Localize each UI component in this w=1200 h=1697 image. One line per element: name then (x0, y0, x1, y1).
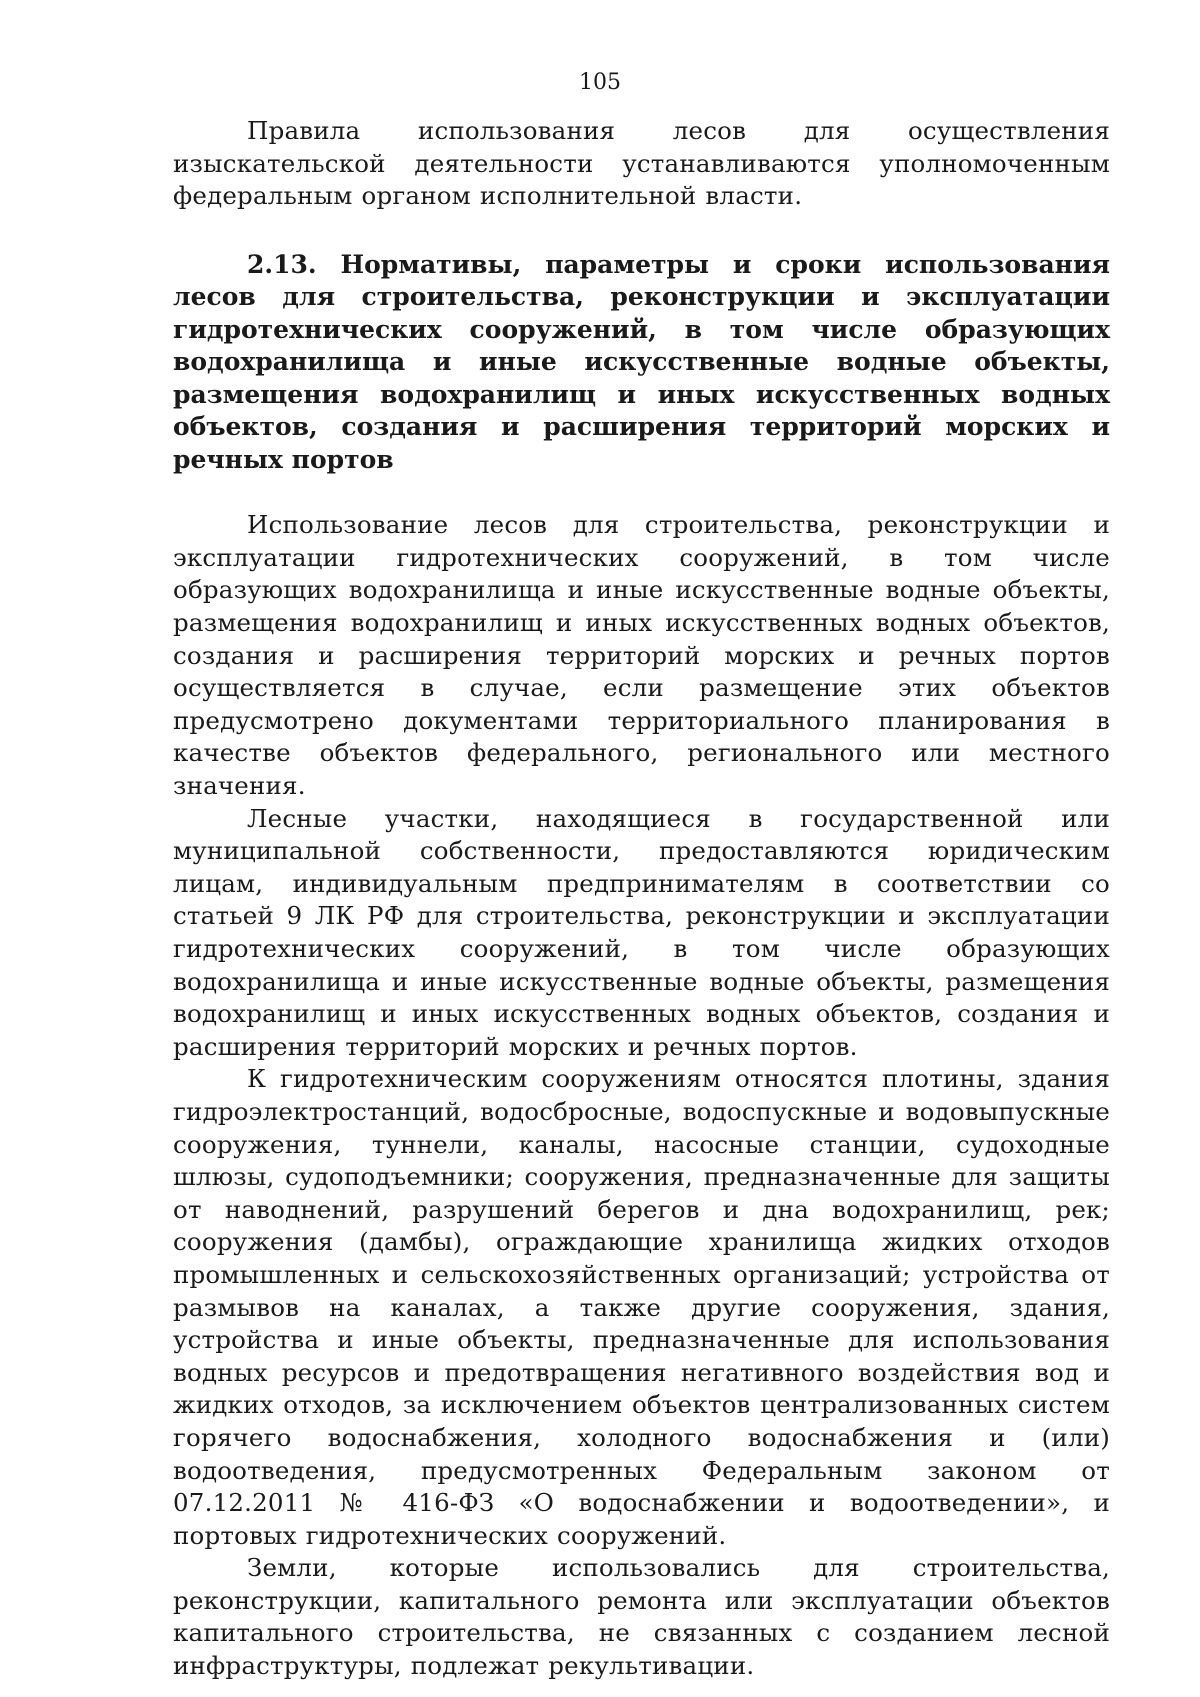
spacer (173, 476, 1110, 509)
intro-paragraph: Правила использования лесов для осуществления изыскательской деятельности устанавливаются уполномоченным федеральным органом исполнительной власти. (173, 116, 1110, 211)
section-paragraph-2: Лесные участки, находящиеся в государственной или муниципальной собственности, предоставляются юридическим лицам, индивидуальным предпринимателям в соответствии со статьей 9 ЛК РФ для строительства, реконструкции и эксплуатации гидротехнических сооружений, в том числе образующих водохранилища и иные искусственные водные объекты, размещения водохранилищ и иных искусственных водных объектов, создания и расширения территорий морских и речных портов. (173, 803, 1110, 1061)
page-number: 105 (579, 70, 621, 95)
section-paragraph-4: Земли, которые использовались для строительства, реконструкции, капитального ремонта или эксплуатации объектов капитального строительства, не связанных с созданием лесной инфраструктуры, подлежат рекультивации. (173, 1553, 1110, 1681)
document-body (173, 115, 1110, 1683)
section-paragraph-3: К гидротехническим сооружениям относятся плотины, здания гидроэлектростанций, водосбросные, водоспускные и водовыпускные сооружения, туннели, каналы, насосные станции, судоходные шлюзы, судоподъемники; сооружения, предназначенные для защиты от наводнений, разрушений берегов и дна водохранилищ, рек; сооружения (дамбы), ограждающие хранилища жидких отходов промышленных и сельскохозяйственных организаций; устройства от размывов на каналах, а также другие сооружения, здания, устройства и иные объекты, предназначенные для использования водных ресурсов и предотвращения негативного воздействия вод и жидких отходов, за исключением объектов централизованных систем горячего водоснабжения, холодного водоснабжения и (или) водоотведения, предусмотренных Федеральным законом от 07.12.2011 № 416-ФЗ «О водоснабжении и водоотведении», и портовых гидротехнических сооружений. (173, 1064, 1110, 1550)
section-heading: 2.13. Нормативы, параметры и сроки использования лесов для строительства, реконструкции и эксплуатации гидротехнических сооружений, в том числе образующих водохранилища и иные искусственные водные объекты, размещения водохранилищ и иных искусственных водных объектов, создания и расширения территорий морских и речных портов (173, 249, 1110, 474)
spacer (173, 213, 1110, 249)
section-paragraph-1: Использование лесов для строительства, реконструкции и эксплуатации гидротехнических сооружений, в том числе образующих водохранилища и иные искусственные водные объекты, размещения водохранилищ и иных искусственных водных объектов, создания и расширения территорий морских и речных портов осуществляется в случае, если размещение этих объектов предусмотрено документами территориального планирования в качестве объектов федерального, регионального или местного значения. (173, 510, 1110, 801)
